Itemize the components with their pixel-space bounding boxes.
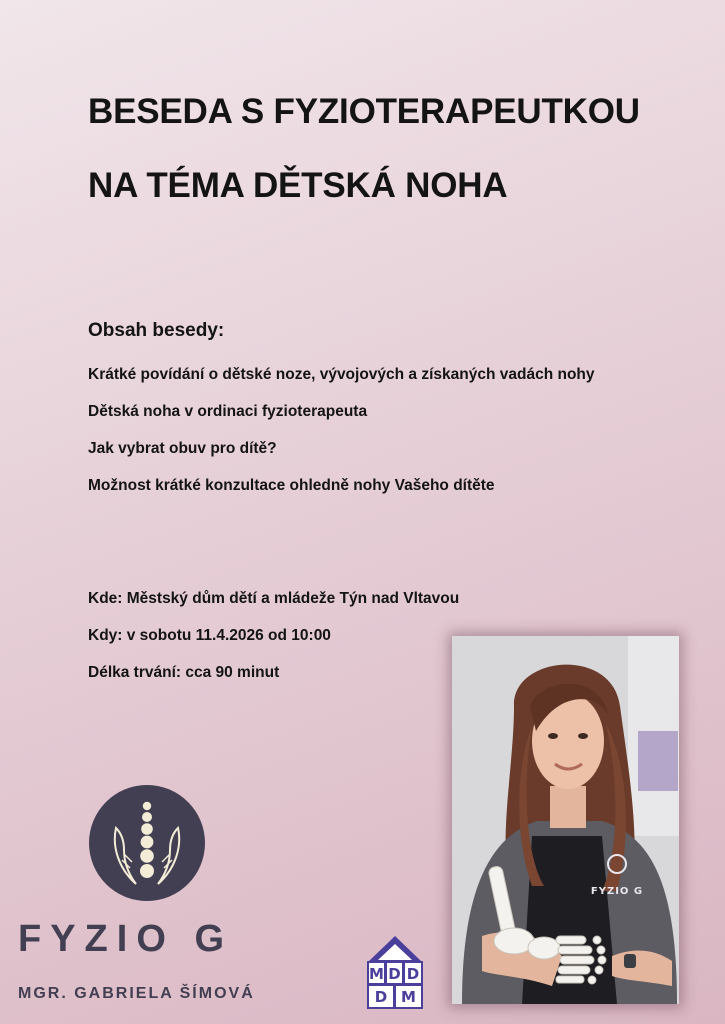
mddm-letter: D	[406, 965, 420, 983]
content-list	[88, 364, 595, 512]
mddm-letter: D	[388, 965, 401, 983]
fyzio-g-logo-icon	[88, 784, 206, 902]
mddm-logo-icon	[366, 934, 424, 1010]
title-line-2: NA TÉMA DĚTSKÁ NOHA	[88, 166, 508, 205]
event-info	[88, 588, 459, 699]
mddm-letter: D	[374, 988, 388, 1006]
mddm-letter: M	[369, 965, 384, 983]
content-item: Jak vybrat obuv pro dítě?	[88, 440, 277, 457]
event-time: Kdy: v sobotu 11.4.2026 od 10:00	[88, 627, 331, 644]
title-line-1: BESEDA S FYZIOTERAPEUTKOU	[88, 92, 640, 131]
therapist-photo	[452, 636, 679, 1004]
shirt-logo-text: FYZIO G	[590, 886, 644, 897]
brand-name: FYZIO G	[18, 918, 233, 960]
event-location: Kde: Městský dům dětí a mládeže Týn nad Vltavou	[88, 590, 460, 607]
content-item: Krátké povídání o dětské noze, vývojových a získaných vadách nohy	[88, 366, 595, 383]
mddm-letter: M	[401, 988, 416, 1006]
therapist-portrait-illustration	[452, 636, 679, 1004]
brand-person: MGR. GABRIELA ŠÍMOVÁ	[18, 985, 255, 1002]
content-item: Možnost krátké konzultace ohledně nohy Vašeho dítěte	[88, 477, 495, 494]
content-item: Dětská noha v ordinaci fyzioterapeuta	[88, 403, 368, 420]
content-heading: Obsah besedy:	[88, 320, 225, 341]
event-duration: Délka trvání: cca 90 minut	[88, 664, 280, 681]
